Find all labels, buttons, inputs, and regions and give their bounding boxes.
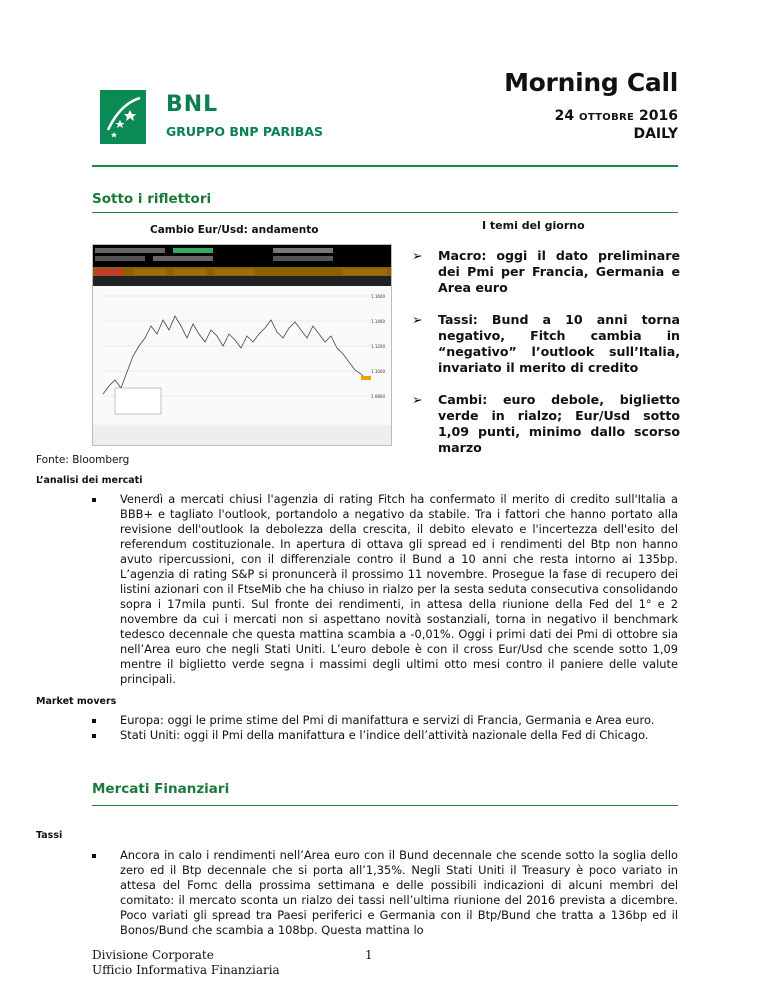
analysis-heading: L’analisi dei mercati — [36, 475, 143, 486]
section-heading-spotlight: Sotto i riflettori — [92, 191, 212, 207]
arrow-bullet-icon: ➢ — [412, 312, 423, 327]
themes-list — [412, 248, 680, 472]
theme-text: Macro: oggi il dato preliminare dei Pmi per Francia, Germania e Area euro — [438, 248, 680, 295]
svg-text:1.0800: 1.0800 — [371, 394, 385, 399]
arrow-bullet-icon: ➢ — [412, 392, 423, 407]
section-divider — [92, 805, 678, 806]
mover-item — [92, 713, 678, 728]
analysis-item — [92, 492, 678, 687]
movers-list — [92, 713, 678, 743]
square-bullet-icon — [92, 498, 96, 502]
report-title: Morning Call — [504, 68, 678, 97]
arrow-bullet-icon: ➢ — [412, 248, 423, 263]
chart-plot-graphic — [93, 276, 391, 424]
themes-heading: I temi del giorno — [482, 219, 585, 232]
section-divider — [92, 212, 678, 213]
eurusd-chart-image — [92, 244, 392, 446]
header-divider — [92, 165, 678, 167]
theme-item-fx — [412, 392, 680, 456]
logo-group: GRUPPO BNP PARIBAS — [166, 124, 324, 139]
report-frequency: DAILY — [633, 126, 678, 142]
rates-item — [92, 848, 678, 938]
theme-item-rates — [412, 312, 680, 376]
rates-heading: Tassi — [36, 830, 63, 841]
square-bullet-icon — [92, 734, 96, 738]
square-bullet-icon — [92, 854, 96, 858]
chart-caption: Cambio Eur/Usd: andamento — [150, 224, 319, 236]
theme-text: Cambi: euro debole, biglietto verde in rialzo; Eur/Usd sotto 1,09 punti, minimo dallo scorso marzo — [438, 392, 680, 455]
movers-heading: Market movers — [36, 696, 117, 707]
theme-item-macro — [412, 248, 680, 296]
bnl-logo — [100, 90, 324, 146]
chart-toolbar — [93, 245, 391, 277]
chart-source: Fonte: Bloomberg — [36, 454, 130, 466]
theme-text: Tassi: Bund a 10 anni torna negativo, Fitch cambia in “negativo” l’outlook sull’Italia, invariato il merito di credito — [438, 312, 680, 375]
chart-footer — [93, 425, 391, 445]
svg-text:1.1400: 1.1400 — [371, 319, 385, 324]
chart-toolbar-graphic — [93, 245, 391, 277]
report-date — [555, 108, 678, 124]
date-year: 2016 — [639, 108, 678, 124]
stars-icon — [100, 90, 146, 144]
svg-text:1.1200: 1.1200 — [371, 344, 385, 349]
chart-plot-area — [93, 276, 391, 424]
footer-office-name: Ufficio Informativa Finanziaria — [92, 963, 280, 977]
logo-brand: BNL — [166, 92, 219, 117]
svg-text:1.1600: 1.1600 — [371, 294, 385, 299]
mover-item — [92, 728, 678, 743]
date-day: 24 — [554, 108, 575, 124]
rates-text: Ancora in calo i rendimenti nell’Area euro con il Bund decennale che scende sotto la soglia dello zero ed il Btp decennale che si porta all’1,35%. Negli Stati Uniti il Treasury è poco variato in attesa del Fomc della prossima settimana e delle possibili indicazioni di alcuni membri del comitato: il mercato sconta un rialzo dei tassi nell’ultima riunione del 2016 prevista a dicembre. Poco variati gli spread tra Paesi periferici e Germania con il Btp/Bund che tratta a 136bp ed il Bonos/Bund che scambia a 108bp. Questa mattina lo — [120, 848, 678, 937]
logo-mark — [100, 90, 146, 144]
square-bullet-icon — [92, 719, 96, 723]
svg-text:1.1000: 1.1000 — [371, 369, 385, 374]
footer-office — [92, 944, 292, 978]
analysis-text: Venerdì a mercati chiusi l'agenzia di rating Fitch ha confermato il merito di credito sull'Italia a BBB+ e tagliato l'outlook, portandolo a negativo da stabile. Tra i fattori che hanno portato alla revisione dell'outlook la debolezza della crescita, il debito elevato e l'incertezza dell'esito del referendum costituzionale. In apertura di ottava gli spread ed i rendimenti del Btp non hanno avuto ripercussioni, con il differenziale contro il Bund a 10 anni che resta intorno ai 135bp. L’agenzia di rating S&P si pronuncerà il prossimo 11 novembre. Prosegue la fase di recupero dei listini azionari con il FtseMib che ha chiuso in rialzo per la sesta seduta consecutiva consolidando sopra i 17mila punti. Sul fronte dei rendimenti, in attesa della riunione della Fed del 1° e 2 novembre da cui i mercati non si aspettano novità sostanziali, torna in negativo il benchmark tedesco decennale che questa mattina scambia a -0,01%. Oggi i primi dati dei Pmi di ottobre sia nell’Area euro che negli Stati Uniti. L’euro debole è con il cross Eur/Usd che scende sotto 1,09 mentre il biglietto verde segna i massimi degli ultimi otto mesi contro il paniere delle valute principali. — [120, 492, 678, 686]
date-month: OTTOBRE — [579, 112, 635, 123]
section-heading-financial-markets: Mercati Finanziari — [92, 781, 230, 797]
page-number: 1 — [365, 948, 373, 962]
mover-text: Europa: oggi le prime stime del Pmi di manifattura e servizi di Francia, Germania e Area euro. — [120, 713, 655, 727]
mover-text: Stati Uniti: oggi il Pmi della manifattura e l’indice dell’attività nazionale della Fed di Chicago. — [120, 728, 649, 742]
footer-division: Divisione Corporate — [92, 948, 214, 962]
